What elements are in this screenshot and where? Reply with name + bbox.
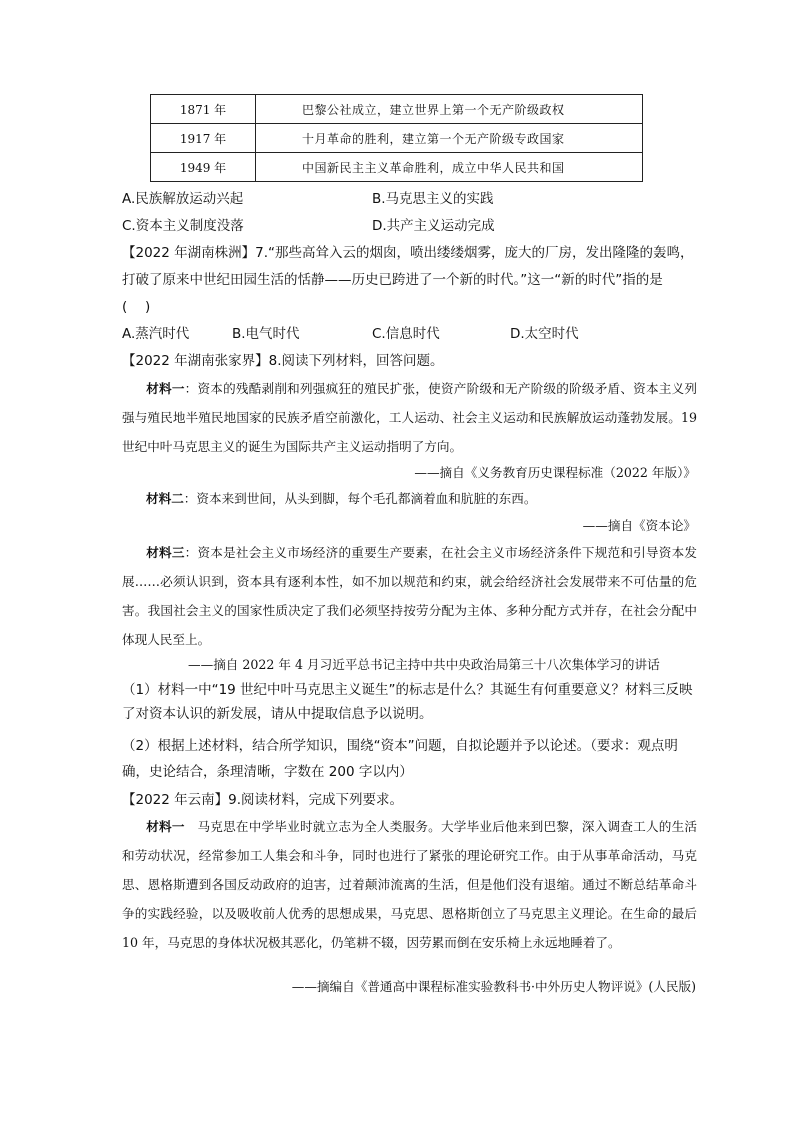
q6-option-b: B.马克思主义的实践: [372, 191, 494, 207]
material-text: ：资本的残酷剥削和列强疯狂的殖民扩张，使资产阶级和无产阶级的阶级矛盾、资本主义列强与殖民地半殖民地国家的民族矛盾空前激化，工人运动、社会主义运动和民族解放运动蓬勃发展。19 世纪中叶马克思主义的诞生为国际共产主义运动指明了方向。: [122, 381, 698, 454]
material-text: ：资本来到世间，从头到脚，每个毛孔都滴着血和肮脏的东西。: [183, 491, 537, 506]
q8-material-1: [122, 374, 697, 461]
material-label: 材料二: [146, 491, 184, 506]
q8-sub1-line1: （1）材料一中“19 世纪中叶马克思主义诞生”的标志是什么？其诞生有何重要意义？材料三反映: [122, 682, 693, 698]
q7-stem-line1: 【2022 年湖南株洲】7.“那些高耸入云的烟囱，喷出缕缕烟雾，庞大的厂房，发出隆隆的轰鸣，: [122, 245, 694, 261]
q8-sub2-line1: （2）根据上述材料，结合所学知识，围绕“资本”问题，自拟论题并予以论述。（要求：观点明: [122, 738, 678, 754]
q8-material-3-source: ——摘自 2022 年 4 月习近平总书记主持中共中央政治局第三十八次集体学习的讲话: [188, 657, 660, 672]
q8-header: 【2022 年湖南张家界】8.阅读下列材料，回答问题。: [122, 353, 444, 369]
q8-material-2-source: ——摘自《资本论》: [582, 518, 696, 533]
q6-option-c: C.资本主义制度没落: [122, 218, 244, 234]
q9-material-1: [122, 812, 697, 957]
event-cell: 巴黎公社成立，建立世界上第一个无产阶级政权: [256, 95, 643, 124]
q6-option-d: D.共产主义运动完成: [372, 218, 495, 234]
year-cell: 1917 年: [151, 124, 256, 153]
q7-answer-blank: ( ): [122, 299, 151, 315]
year-cell: 1949 年: [151, 153, 256, 182]
event-cell: 中国新民主主义革命胜利，成立中华人民共和国: [256, 153, 643, 182]
event-cell: 十月革命的胜利，建立第一个无产阶级专政国家: [256, 124, 643, 153]
q7-option-c: C.信息时代: [372, 326, 440, 342]
material-label: 材料一: [146, 819, 185, 834]
material-text: 马克思在中学毕业时就立志为全人类服务。大学毕业后他来到巴黎，深入调查工人的生活和劳动状况，经常参加工人集会和斗争，同时也进行了紧张的理论研究工作。由于从事革命活动，马克思、恩格斯遭到各国反动政府的迫害，过着颠沛流离的生活，但是他们没有退缩。通过不断总结革命斗争的实践经验，以及吸收前人优秀的思想成果，马克思、恩格斯创立了马克思主义理论。在生命的最后 10 年，马克思的身体状况极其恶化，仍笔耕不辍，因劳累而倒在安乐椅上永远地睡着了。: [122, 819, 698, 950]
q8-material-3: [122, 538, 697, 654]
material-text: ：资本是社会主义市场经济的重要生产要素，在社会主义市场经济条件下规范和引导资本发展……必须认识到，资本具有逐利本性，如不加以规范和约束，就会给经济社会发展带来不可估量的危害。我国社会主义的国家性质决定了我们必须坚持按劳分配为主体、多种分配方式并存，在社会分配中体现人民至上。: [122, 545, 698, 647]
year-cell: 1871 年: [151, 95, 256, 124]
q7-option-d: D.太空时代: [510, 326, 579, 342]
q8-sub1-line2: 了对资本认识的新发展，请从中提取信息予以说明。: [122, 706, 433, 722]
q6-option-a: A.民族解放运动兴起: [122, 191, 244, 207]
q7-option-b: B.电气时代: [232, 326, 300, 342]
q8-sub2-line2: 确，史论结合，条理清晰，字数在 200 字以内）: [122, 764, 413, 780]
q8-material-1-source: ——摘自《义务教育历史课程标准（2022 年版）》: [414, 465, 696, 480]
table-row: [151, 153, 643, 182]
q7-option-a: A.蒸汽时代: [122, 326, 190, 342]
q8-material-2: [122, 484, 697, 513]
table-row: [151, 95, 643, 124]
material-label: 材料三: [146, 545, 185, 560]
table-row: [151, 124, 643, 153]
q9-header: 【2022 年云南】9.阅读材料，完成下列要求。: [122, 792, 404, 808]
material-label: 材料一: [146, 381, 185, 396]
q7-stem-line2: 打破了原来中世纪田园生活的恬静——历史已跨进了一个新的时代。”这一“新的时代”指的是: [122, 272, 663, 288]
events-table: [150, 94, 643, 182]
q9-material-1-source: ——摘编自《普通高中课程标准实验教科书·中外历史人物评说》(人民版): [291, 979, 696, 994]
